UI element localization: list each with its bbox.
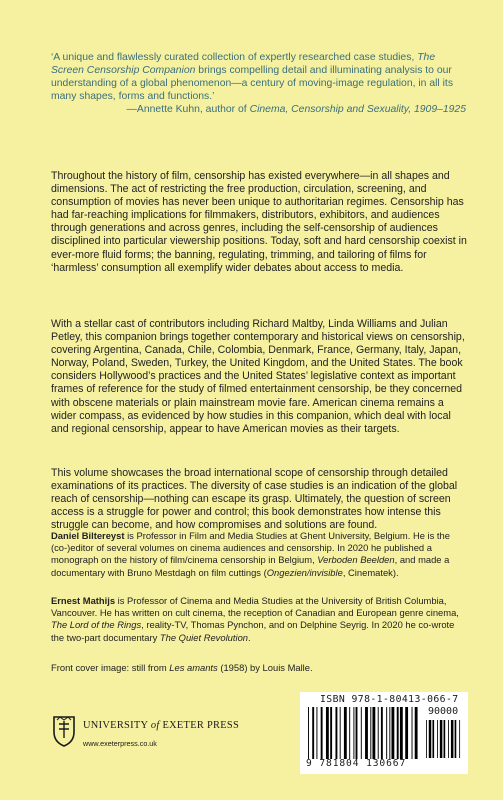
barcode-bar — [429, 720, 431, 758]
editor-bio-biltereyst — [51, 530, 469, 579]
attribution-author: —Annette Kuhn, author of — [126, 103, 250, 115]
barcode-bar — [316, 707, 317, 759]
barcode-bar — [415, 707, 418, 759]
barcode-bar — [340, 707, 341, 759]
editor-name: Daniel Biltereyst — [51, 530, 125, 541]
bio-text: . — [248, 631, 251, 643]
editor-bio-mathijs — [51, 595, 469, 644]
credit-text: (1958) by Louis Malle. — [217, 662, 313, 673]
barcode-number: 9 781804 130667 — [306, 758, 407, 769]
barcode-bar — [448, 720, 449, 758]
barcode-bar — [400, 707, 403, 759]
barcode-bar — [397, 707, 399, 759]
barcode-bar — [412, 707, 413, 759]
barcode-bar — [455, 720, 457, 758]
bio-text: , Cinematek). — [342, 566, 399, 578]
barcode-bar — [353, 707, 354, 759]
barcode-bar — [459, 720, 460, 758]
crest-icon — [51, 714, 77, 748]
bio-text: is Professor in Film and Media Studies at Ghent University, Belgium. He is the (co-)editor of several volumes on cinema audiences and censorship. In 2020 he published a monograph on the history of film/cinema censorship in Belgium, — [51, 530, 450, 566]
paragraph-text: With a stellar cast of contributors including Richard Maltby, Linda Williams and Julian Petley, this companion brings together contemporary and historical views on censorship, covering Argentina, Canada, Chile, Colombia, Denmark, France, Germany, Italy, Japan, Norway, Poland, Sweden, Turkey, the United Kingdom, and the United States. The book considers Hollywood’s practices and the United States’ legislative context as important frames of reference for the study of filmed entertainment censorship, be they concerned with obscene materials or plain mainstream movie fare. American cinema remains a wider compass, as evidenced by how studies in this companion, which deal with local and regional censorship, appear to have American movies as their targets. — [51, 318, 465, 435]
barcode-bar — [330, 707, 332, 759]
credit-text: Front cover image: still from — [51, 662, 170, 673]
barcode-bar — [432, 720, 434, 758]
publisher-logo — [51, 714, 251, 754]
barcode-bar — [391, 707, 394, 759]
description-paragraph-3 — [51, 467, 469, 532]
barcode-bar — [440, 720, 442, 758]
barcode-bar — [312, 707, 314, 759]
bio-text: , and made a documentary with Bruno Mestdagh on film cuttings ( — [51, 554, 450, 578]
barcode-bar — [365, 707, 368, 759]
bio-work-title: The Lord of the Rings — [51, 619, 142, 631]
publisher-name-part: UNIVERSITY — [83, 720, 151, 731]
barcode-bar — [361, 707, 362, 759]
price-barcode-bars — [426, 720, 462, 758]
barcode-bar — [405, 707, 408, 759]
isbn-barcode — [300, 692, 468, 774]
barcode-bar — [378, 707, 379, 759]
barcode-bar — [389, 707, 390, 759]
barcode-bar — [370, 707, 371, 759]
barcode-bar — [437, 720, 438, 758]
barcode-bar — [386, 707, 387, 759]
endorsement-quote — [51, 52, 466, 117]
barcode-bar — [356, 707, 358, 759]
barcode-bar — [426, 720, 427, 758]
isbn-text: ISBN 978-1-80413-066-7 — [320, 694, 459, 705]
publisher-name-part: of — [150, 720, 160, 731]
barcode-bar — [335, 707, 337, 759]
bio-work-title: Ongezien/invisible — [266, 566, 343, 578]
editor-name: Ernest Mathijs — [51, 595, 116, 606]
publisher-name-part: EXETER PRESS — [159, 720, 240, 731]
description-paragraph-2 — [51, 318, 469, 436]
paragraph-text: Throughout the history of film, censorship has existed everywhere—in all shapes and dimensions. The act of restricting the free production, circulation, screening, and consumption of movies has never been unique to authoritarian regimes. Censorship has had far-reaching implications for filmmakers, distributors, exhibitors, and audiences through generations and across genres, including the self-censorship of audiences disciplined into particular viewership positions. Today, soft and hard censorship coexist in ever-more fluid forms; the banning, regulating, trimming, and tailoring of films for ‘harmless’ consumption all exemplify wider debates about access to media. — [51, 170, 467, 274]
attribution-book-title: Cinema, Censorship and Sexuality, 1909–1925 — [249, 103, 466, 115]
publisher-name — [83, 720, 239, 731]
barcode-bar — [381, 707, 383, 759]
bio-work-title: The Quiet Revolution — [159, 631, 248, 643]
bio-text: , reality-TV, Thomas Pynchon, and on Delphine Seyrig. In 2020 he co-wrote the two-part documentary — [51, 619, 455, 643]
barcode-bar — [308, 707, 309, 759]
publisher-url[interactable]: www.exeterpress.co.uk — [83, 739, 157, 748]
bio-work-title: Verboden Beelden — [317, 554, 395, 566]
barcode-bar — [444, 720, 446, 758]
quote-attribution — [51, 104, 466, 117]
quote-text — [51, 52, 466, 104]
barcode-bar — [451, 720, 453, 758]
quote-text-start: ‘A unique and flawlessly curated collection of expertly researched case studies, — [51, 52, 418, 63]
barcode-bar — [344, 707, 347, 759]
film-title: Les amants — [169, 662, 218, 673]
barcode-bar — [326, 707, 329, 759]
paragraph-text: This volume showcases the broad international scope of censorship through detailed examinations of its practices. The diversity of case studies is an indication of the global reach of censorship—nothing can escape its grasp. Ultimately, the question of screen access is a struggle for power and control; this book demonstrates how intense this struggle can become, and how compromises and solutions are found. — [51, 467, 458, 532]
cover-image-credit — [51, 662, 469, 674]
bio-text: is Professor of Cinema and Media Studies at the University of British Columbia, Vancouver. He has written on cult cinema, the reception of Canadian and European genre cinema, — [51, 595, 459, 619]
barcode-bars — [308, 707, 420, 759]
barcode-bar — [321, 707, 323, 759]
quote-text-end: brings compelling detail and illuminating analysis to our understanding of a global phenomenon—a century of moving-image regulation, in all its many shapes, forms and functions.’ — [51, 64, 454, 102]
barcode-bar — [372, 707, 375, 759]
barcode-bar — [349, 707, 350, 759]
description-paragraph-1 — [51, 170, 469, 275]
quote-book-title: The Screen Censorship Companion — [51, 52, 436, 76]
price-code: 90000 — [428, 706, 459, 717]
